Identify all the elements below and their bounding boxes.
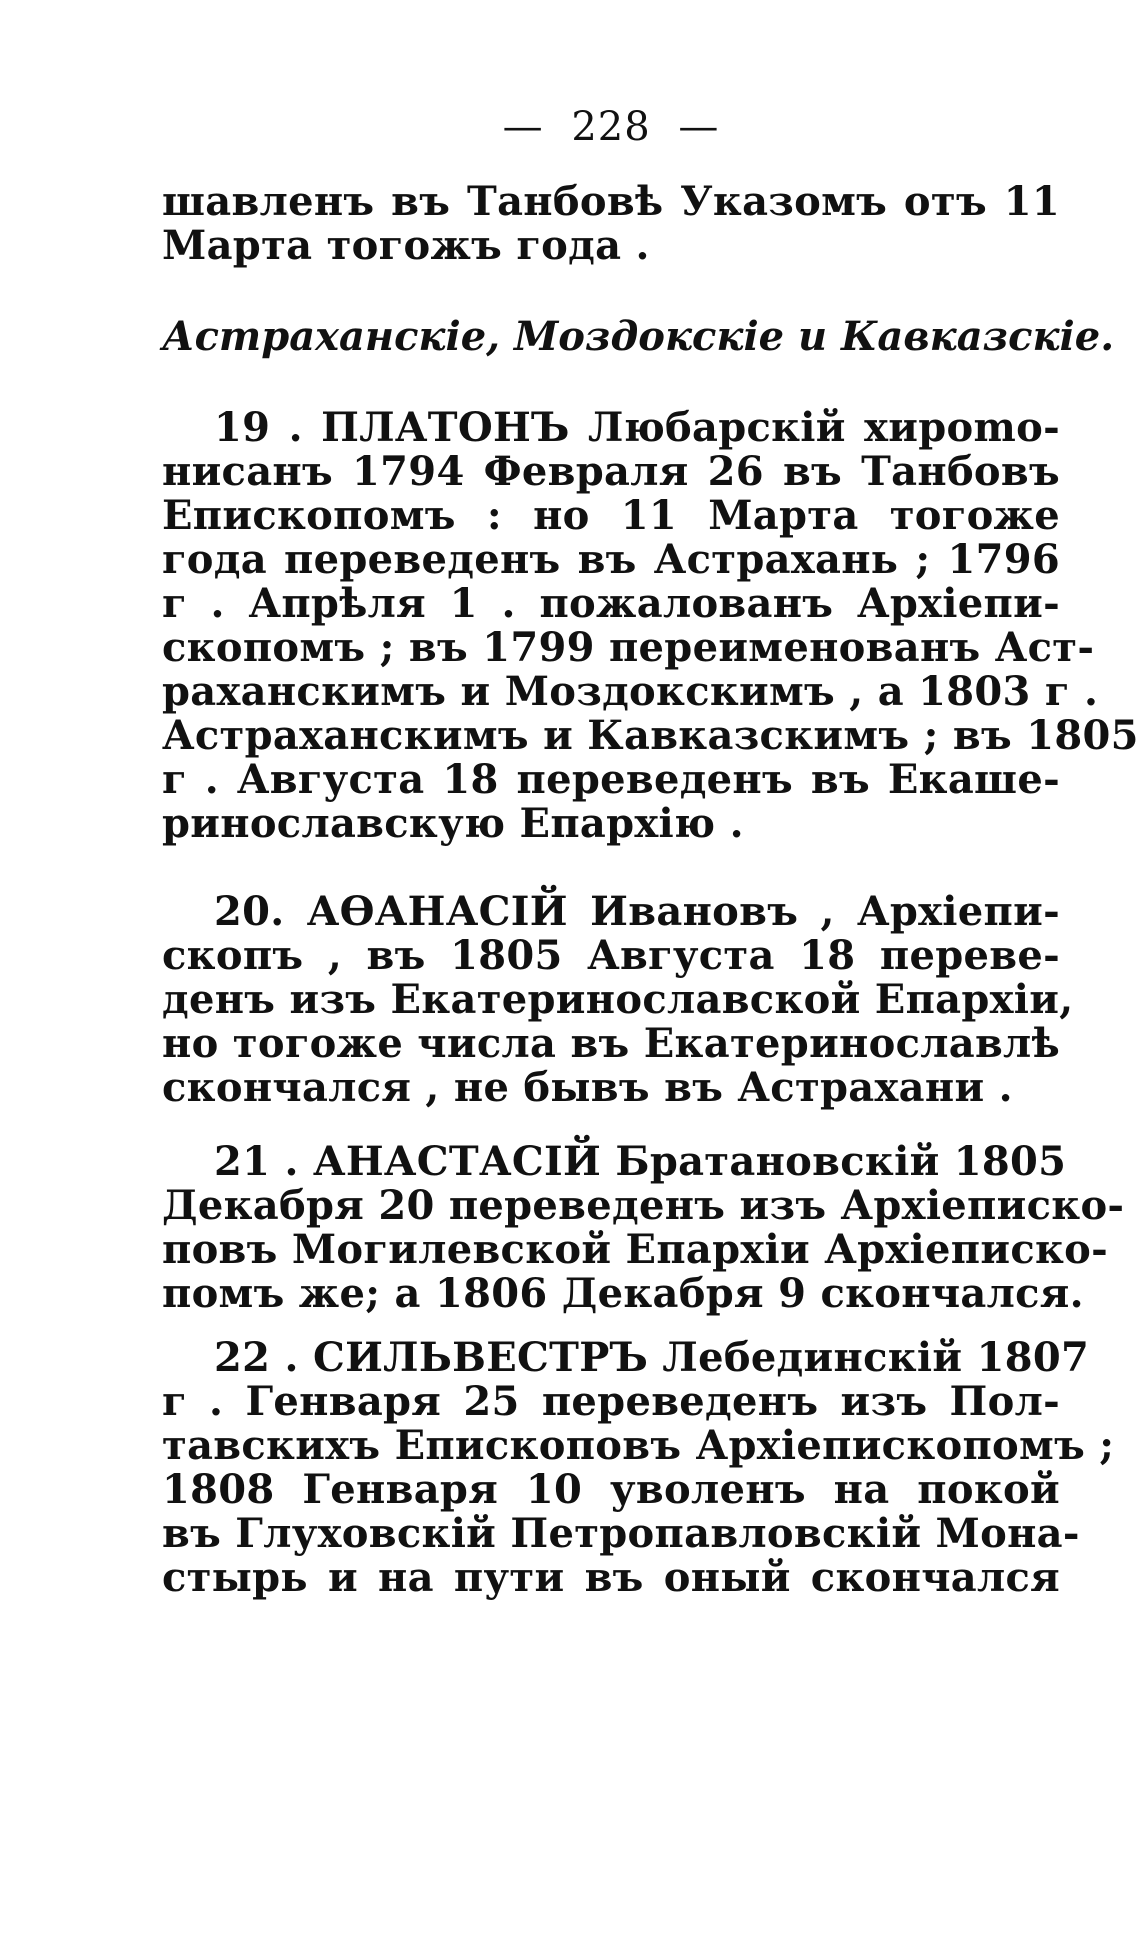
text-line: Декабря 20 переведенъ изъ Архіеписко-: [162, 1182, 1125, 1229]
text-line: помъ же; а 1806 Декабря 9 скончался.: [162, 1270, 1084, 1317]
text-line: скопъ , въ 1805 Августа 18 переве-: [162, 932, 1060, 979]
text-line: тавскихъ Епископовъ Архіепископомъ ;: [162, 1422, 1115, 1469]
text-line: скопомъ ; въ 1799 переименованъ Аст-: [162, 624, 1095, 671]
text-line: стырь и на пути въ оный скончался: [162, 1554, 1060, 1601]
page-header: [162, 96, 1060, 158]
entry-22: [162, 1334, 1115, 1601]
book-page: [162, 96, 1139, 1601]
page-number: 228: [571, 104, 651, 150]
text-line: Епископомъ : но 11 Марта тогоже: [162, 492, 1060, 539]
text-line: 19 . ПЛАТОНЪ Любарскій хироmо-: [214, 404, 1060, 451]
intro-paragraph: [162, 180, 1060, 268]
text-line: въ Глуховскій Петропавловскій Мона-: [162, 1510, 1080, 1557]
text-line: 1808 Генваря 10 уволенъ на покой: [162, 1466, 1060, 1513]
text-line: 22 . СИЛЬВЕСТРЪ Лебединскій 1807: [214, 1334, 1090, 1381]
header-dash-left: —: [502, 104, 544, 150]
entry-20: [162, 888, 1074, 1111]
text-line: раханскимъ и Моздокскимъ , а 1803 г .: [162, 668, 1099, 715]
text-line: но тогоже числа въ Екатеринославлѣ: [162, 1020, 1060, 1067]
text-line: 20. АѲАНАСІЙ Ивановъ , Архіепи-: [214, 888, 1060, 935]
text-line: Марта тогожъ года .: [162, 222, 650, 269]
text-line: скончался , не бывъ въ Астрахани .: [162, 1064, 1013, 1111]
text-line: Астраханскимъ и Кавказскимъ ; въ 1805: [162, 712, 1139, 759]
section-heading: Астраханскіе, Моздокскіе и Кавказскіе.: [162, 313, 1115, 360]
entry-19: [162, 404, 1139, 847]
text-line: 21 . АНАСТАСІЙ Братановскій 1805: [214, 1138, 1067, 1185]
text-line: денъ изъ Екатеринославской Епархіи,: [162, 976, 1074, 1023]
text-line: нисанъ 1794 Февраля 26 въ Танбовъ: [162, 448, 1060, 495]
text-line: повъ Могилевской Епархіи Архіеписко-: [162, 1226, 1109, 1273]
text-line: шавленъ въ Танбовѣ Указомъ отъ 11: [162, 178, 1060, 225]
text-line: г . Апрѣля 1 . пожалованъ Архіепи-: [162, 580, 1060, 627]
header-dash-right: —: [678, 104, 720, 150]
text-line: г . Августа 18 переведенъ въ Екаше-: [162, 756, 1060, 803]
entry-21: [162, 1138, 1125, 1317]
text-line: г . Генваря 25 переведенъ изъ Пол-: [162, 1378, 1060, 1425]
text-line: ринославскую Епархію .: [162, 800, 744, 847]
text-line: года переведенъ въ Астрахань ; 1796: [162, 536, 1060, 583]
